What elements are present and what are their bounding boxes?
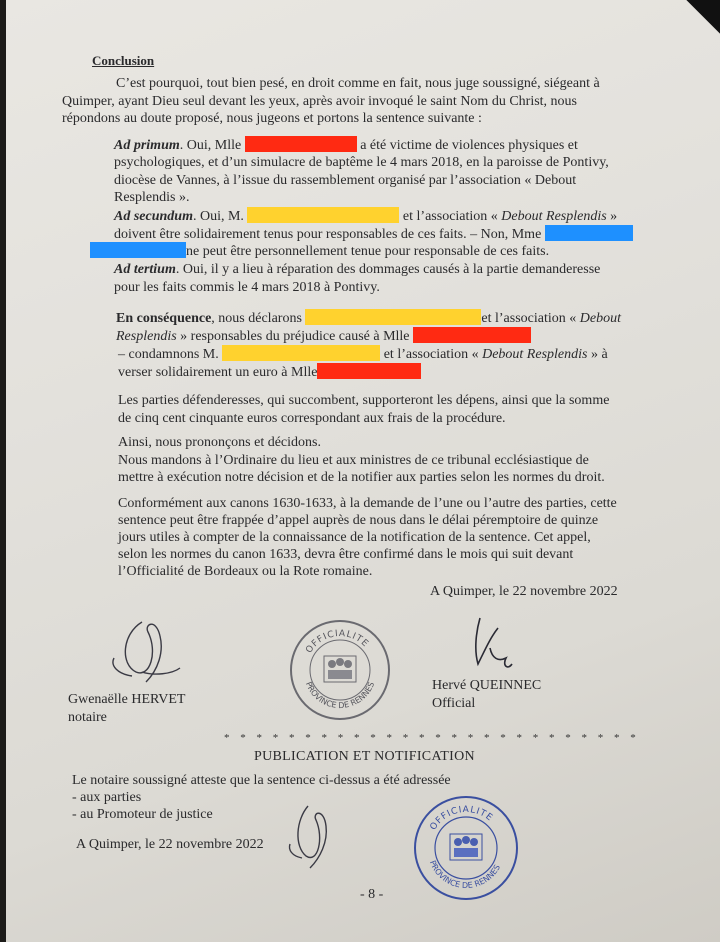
svg-text:OFFICIALITE xyxy=(304,629,370,655)
consequence-line-4: verser solidairement un euro à Mlle xyxy=(118,363,421,381)
ad-primum-label: Ad primum xyxy=(114,138,180,153)
redaction-yellow xyxy=(247,207,399,223)
redaction-red xyxy=(413,327,531,343)
mandate-line-2: mettre à exécution notre décision et de la notifier aux parties selon les normes du droit. xyxy=(118,470,605,485)
page-corner-shadow xyxy=(680,0,720,34)
ad-primum-line-1: Ad primum. Oui, Mlle a été victime de violences physiques et xyxy=(114,138,578,153)
redaction-yellow xyxy=(222,345,380,361)
ad-secundum-line-3: ne peut être personnellement tenue pour responsable de ces faits. xyxy=(90,242,549,260)
consequence-line-3: – condamnons M. et l’association « Debout Resplendis » à xyxy=(118,347,608,362)
appeal-line-3: jours utiles à compter de la connaissance de la notification de la sentence. Cet appel, xyxy=(118,530,591,545)
appeal-line-5: l’Officialité de Bordeaux ou la Rote romaine. xyxy=(118,564,373,579)
costs-line-2: de cinq cent cinquante euros correspondant aux frais de la procédure. xyxy=(118,411,506,426)
appeal-line-4: selon les normes du canon 1633, devra être confirmé dans le mois qui suit devant xyxy=(118,547,574,562)
ad-primum-line-4: Resplendis ». xyxy=(114,190,190,205)
seal-bottom-text: PROVINCE DE RENNES xyxy=(303,680,377,711)
section-heading: Conclusion xyxy=(92,53,155,68)
ad-secundum-line-1: Ad secundum. Oui, M. et l’association « Debout Resplendis » xyxy=(114,209,618,224)
intro-line-1: C’est pourquoi, tout bien pesé, en droit comme en fait, nous juge soussigné, siégeant à xyxy=(116,76,600,91)
costs-line-1: Les parties défenderesses, qui succombent, supporteront les dépens, ainsi que la somme xyxy=(118,393,610,408)
publication-line-2: - aux parties xyxy=(72,790,142,805)
ad-tertium-line-2: pour les faits commis le 4 mars 2018 à Pontivy. xyxy=(114,280,380,295)
seal-emblem xyxy=(292,622,388,718)
seal-emblem xyxy=(416,798,516,898)
official-signature xyxy=(462,608,522,678)
publication-line-3: - au Promoteur de justice xyxy=(72,807,213,822)
appeal-line-2: sentence peut être frappée d’appel auprès de nous dans le délai péremptoire de quinze xyxy=(118,513,599,528)
seal-top-text: OFFICIALITE xyxy=(428,804,495,833)
redaction-yellow xyxy=(305,309,481,325)
redaction-red xyxy=(317,363,421,379)
separator-stars: * * * * * * * * * * * * * * * * * * * * * * * * * * xyxy=(224,732,640,744)
consequence-label: En conséquence xyxy=(116,311,212,326)
ad-tertium-label: Ad tertium xyxy=(114,262,176,277)
ad-tertium-line-1: Ad tertium. Oui, il y a lieu à réparation des dommages causés à la partie demanderesse xyxy=(114,262,601,277)
consequence-line-1: En conséquence, nous déclarons et l’association « Debout xyxy=(116,311,621,326)
document-page xyxy=(6,0,720,942)
ad-primum-line-3: diocèse de Vannes, à l’issue du rassemblement organisé par l’association « Debout xyxy=(114,173,577,188)
notary-signature-2 xyxy=(282,798,342,874)
redaction-red xyxy=(245,136,357,152)
ad-primum-line-2: psychologiques, et d’un simulacre de baptême le 4 mars 2018, en la paroisse de Pontivy, xyxy=(114,155,609,170)
officialite-seal-blue xyxy=(414,796,518,900)
publication-title: PUBLICATION ET NOTIFICATION xyxy=(254,749,475,764)
ad-secundum-line-2: doivent être solidairement tenus pour responsables de ces faits. – Non, Mme xyxy=(114,225,633,243)
page-number: - 8 - xyxy=(360,887,384,902)
notary-role: notaire xyxy=(68,710,107,725)
ad-secundum-label: Ad secundum xyxy=(114,209,193,224)
notary-name: Gwenaëlle HERVET xyxy=(68,692,186,707)
redaction-blue xyxy=(545,225,633,241)
official-name: Hervé QUEINNEC xyxy=(432,678,542,693)
svg-text:PROVINCE DE RENNES xyxy=(304,681,376,711)
seal-top-text: OFFICIALITE xyxy=(304,628,371,656)
publication-date: A Quimper, le 22 novembre 2022 xyxy=(76,837,264,852)
seal-bottom-text: PROVINCE DE RENNES xyxy=(427,859,502,891)
publication-line-1: Le notaire soussigné atteste que la sentence ci-dessus a été adressée xyxy=(72,773,451,788)
appeal-line-1: Conformément aux canons 1630-1633, à la demande de l’une ou l’autre des parties, cette xyxy=(118,496,617,511)
official-role: Official xyxy=(432,696,476,711)
svg-text:OFFICIALITE xyxy=(429,805,495,832)
decide-line: Ainsi, nous prononçons et décidons. xyxy=(118,435,321,450)
mandate-line-1: Nous mandons à l’Ordinaire du lieu et aux ministres de ce tribunal ecclésiastique de xyxy=(118,453,589,468)
intro-line-2: Quimper, ayant Dieu seul devant les yeux, après avoir invoqué le saint Nom du Christ, nous xyxy=(62,94,577,109)
consequence-line-2: Resplendis » responsables du préjudice causé à Mlle xyxy=(116,327,531,345)
place-date: A Quimper, le 22 novembre 2022 xyxy=(430,584,618,599)
redaction-blue xyxy=(90,242,186,258)
intro-line-3: répondons au doute proposé, nous jugeons et portons la sentence suivante : xyxy=(62,111,482,126)
notary-signature xyxy=(102,612,186,692)
officialite-seal xyxy=(290,620,390,720)
